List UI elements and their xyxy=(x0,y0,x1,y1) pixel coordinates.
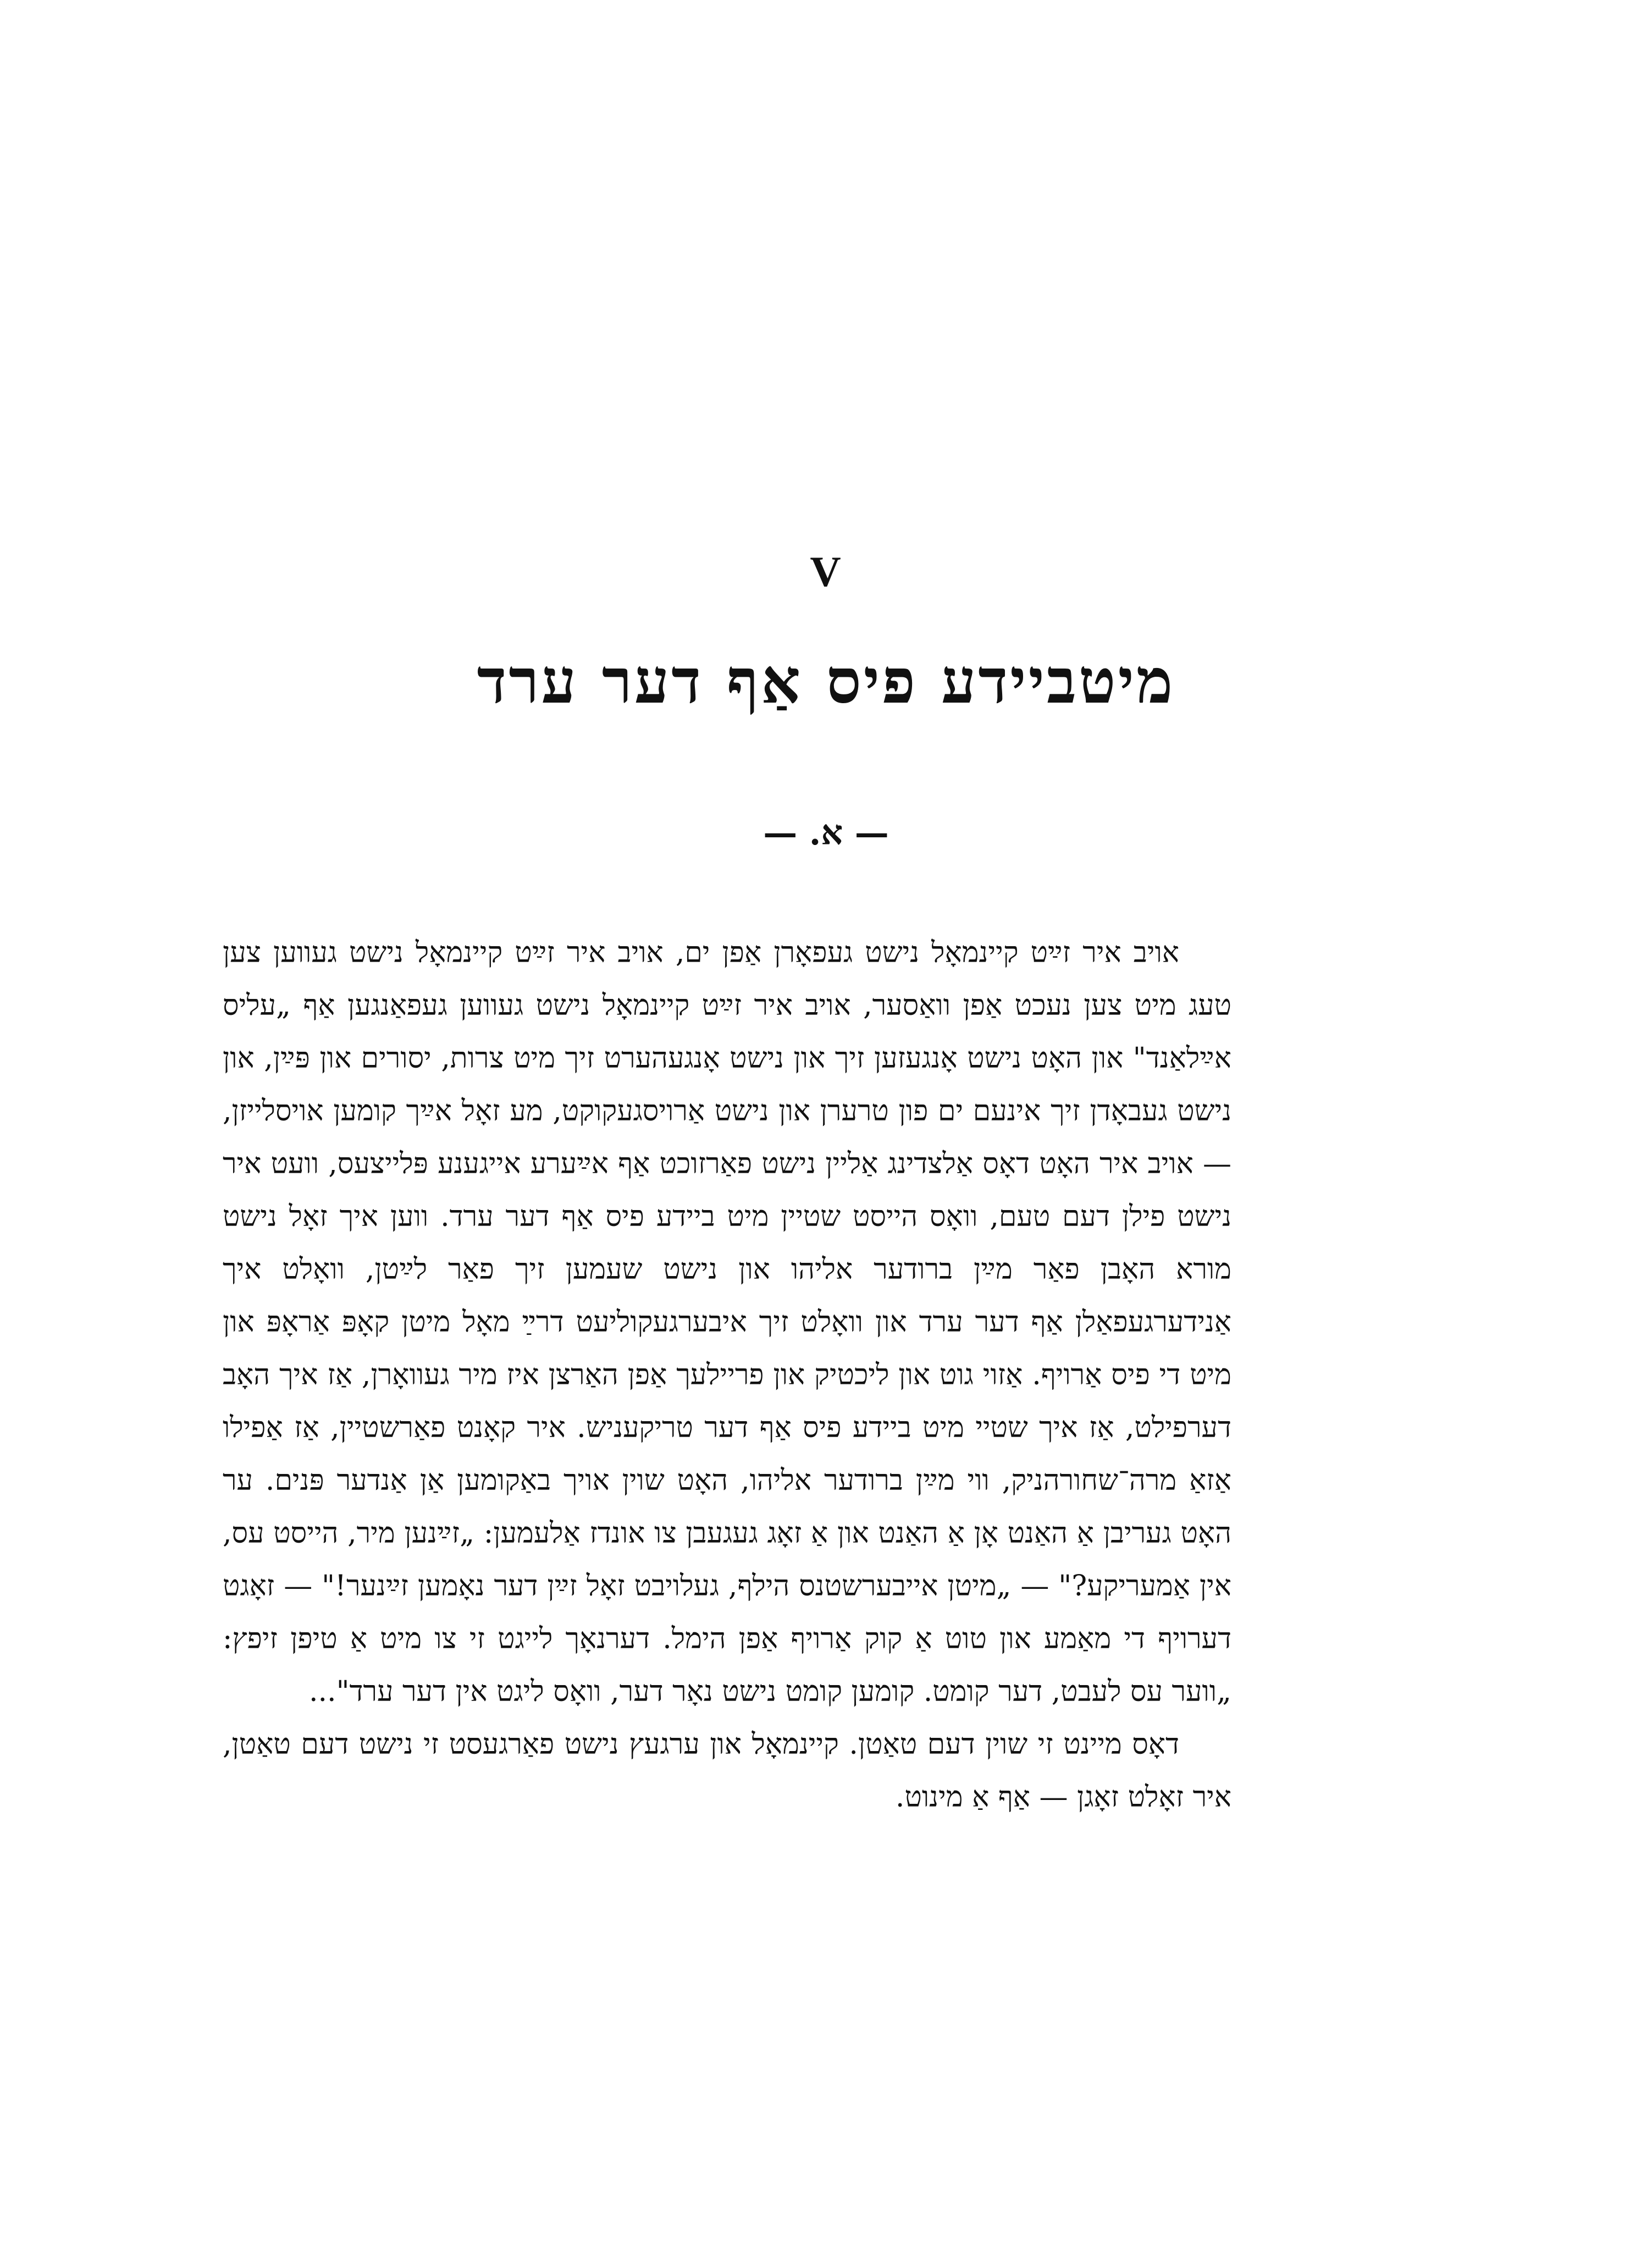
chapter-title: מיטביידע פיס אַף דער ערד xyxy=(477,645,1175,717)
paragraph-2: דאָס מיינט זי שוין דעם טאַטן. קיינמאָל און ערגעץ נישט פאַרגעסט זי נישט דעם טאַטן, איר זאָלט זאָגן — אַף אַ מינוט. xyxy=(223,1728,1231,1814)
body-text xyxy=(223,926,1231,1824)
paragraph-1: אויב איר זײַט קיינמאָל נישט געפאָרן אַפן ים, אויב איר זײַט קיינמאָל נישט געווען צען טעג מיט צען נעכט אַפן וואַסער, אויב איר זײַט קיינמאָל נישט געווען געפאַנגען אַף „עליס אײַלאַנד" און האָט נישט אָנגעזען זיך און נישט אָנגעהערט זיך מיט צרות, יסורים און פּײַן, און נישט געבאָדן זיך אינעם ים פון טרערן און נישט אַרויסגעקוקט, מע זאָל אײַך קומען אויסלייזן, — אויב איר האָט דאָס אַלצדינג אַליין נישט פאַרזוכט אַף אײַערע אייגענע פּלייצעס, וועט איר נישט פילן דעם טעם, וואָס הייסט שטיין מיט ביידע פיס אַף דער ערד. ווען איך זאָל נישט מורא האָבן פאַר מײַן ברודער אליהו און נישט שעמען זיך פאַר לײַטן, וואָלט איך אַנידערגעפאַלן אַף דער ערד און וואָלט זיך איבערגעקוליעט דרײַ מאָל מיטן קאָפּ אַראָפּ און מיט די פיס אַרויף. אַזוי גוט און ליכטיק און פריילעך אַפן האַרצן איז מיר געוואָרן, אַז איך האָב דערפילט, אַז איך שטיי מיט ביידע פיס אַף דער טריקעניש. איר קאָנט פאַרשטיין, אַז אַפילו אַזאַ מרה־שחורהניק, ווי מײַן ברודער אליהו, האָט שוין אויך באַקומען אַן אַנדער פּנים. ער האָט געריבן אַ האַנט אָן אַ האַנט און אַ זאָג געגעבן צו אונדז אַלעמען: „זײַנען מיר, הייסט עס, אין אַמעריקע?" — „מיטן אייבערשטנס הילף, געלויבט זאָל זײַן דער נאָמען זײַנער!" — זאָגט דערויף די מאַמע און טוט אַ קוק אַרויף אַפן הימל. דערנאָך לייגט זי צו מיט אַ טיפן זיפץ: „ווער עס לעבט, דער קומט. קומען קומט נישט נאָר דער, וואָס ליגט אין דער ערד"... xyxy=(223,936,1231,1708)
chapter-numeral: V xyxy=(810,548,842,595)
section-mark: — א. — xyxy=(763,813,889,853)
